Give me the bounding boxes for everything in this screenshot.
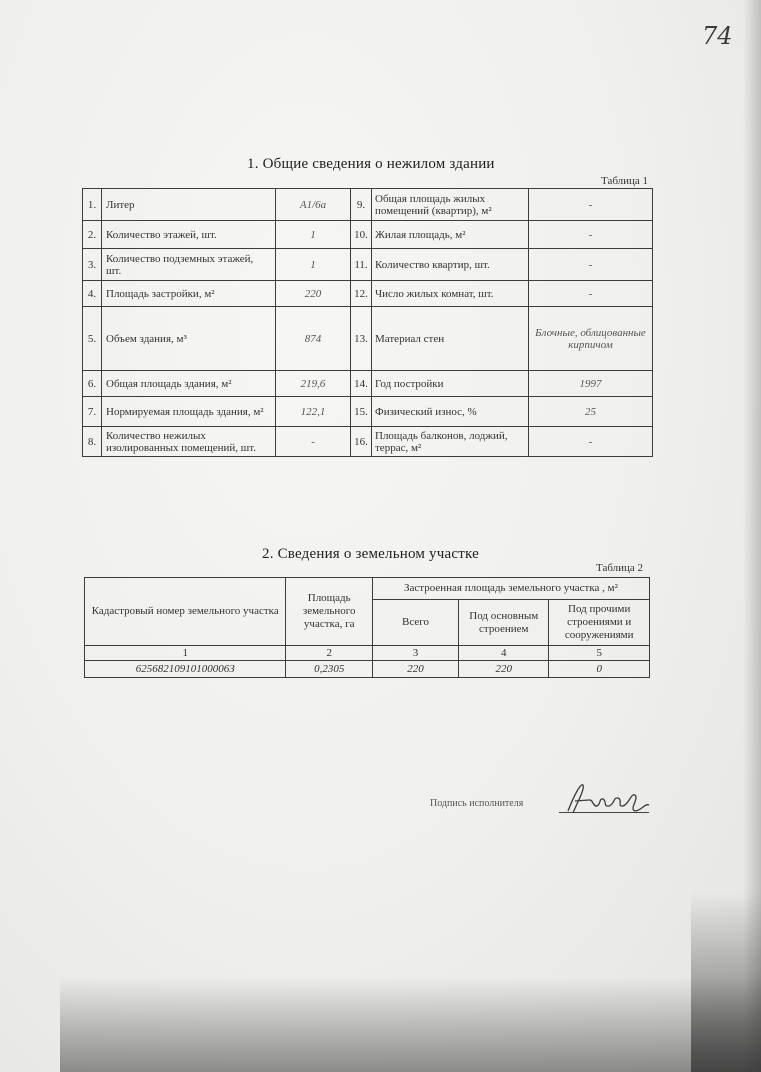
row-number: 2. xyxy=(83,221,102,249)
row-label: Общая площадь здания, м² xyxy=(102,371,276,397)
header-main-building: Под основным строением xyxy=(459,600,549,646)
row-number: 14. xyxy=(351,371,372,397)
header-built-area: Застроенная площадь земельного участка , м² xyxy=(372,578,649,600)
row-number: 6. xyxy=(83,371,102,397)
row-value: 122,1 xyxy=(276,397,351,427)
table-row xyxy=(83,281,653,307)
built-other: 0 xyxy=(549,661,650,678)
signature-label: Подпись исполнителя xyxy=(430,798,524,809)
row-value: 219,6 xyxy=(276,371,351,397)
row-label: Общая площадь жилых помещений (квартир), м² xyxy=(372,189,529,221)
col-number: 2 xyxy=(286,646,373,661)
row-number: 10. xyxy=(351,221,372,249)
table-row xyxy=(83,427,653,457)
cadastral-number: 62568210910100006З xyxy=(85,661,286,678)
row-label: Площадь застройки, м² xyxy=(102,281,276,307)
row-value: 25 xyxy=(529,397,653,427)
row-label: Год постройки xyxy=(372,371,529,397)
scan-corner-shadow xyxy=(691,892,761,1072)
signature-line xyxy=(559,812,649,813)
row-number: 15. xyxy=(351,397,372,427)
header-total: Всего xyxy=(372,600,458,646)
row-value: 874 xyxy=(276,307,351,371)
row-number: 3. xyxy=(83,249,102,281)
row-value: - xyxy=(529,281,653,307)
col-number: 3 xyxy=(372,646,458,661)
row-value: А1/6а xyxy=(276,189,351,221)
row-label: Объем здания, м³ xyxy=(102,307,276,371)
row-label: Количество квартир, шт. xyxy=(372,249,529,281)
row-number: 12. xyxy=(351,281,372,307)
table-row xyxy=(83,189,653,221)
row-label: Количество этажей, шт. xyxy=(102,221,276,249)
scan-bottom-shadow xyxy=(60,977,761,1072)
row-value: 1 xyxy=(276,221,351,249)
row-label: Количество подземных этажей, шт. xyxy=(102,249,276,281)
row-number: 16. xyxy=(351,427,372,457)
row-label: Жилая площадь, м² xyxy=(372,221,529,249)
row-value: - xyxy=(529,249,653,281)
col-number: 4 xyxy=(459,646,549,661)
header-other-buildings: Под прочими строениями и сооружениями xyxy=(549,600,650,646)
row-value: - xyxy=(529,427,653,457)
row-number: 5. xyxy=(83,307,102,371)
building-info-table xyxy=(82,188,653,457)
row-label: Число жилых комнат, шт. xyxy=(372,281,529,307)
row-number: 7. xyxy=(83,397,102,427)
row-number: 13. xyxy=(351,307,372,371)
row-label: Площадь балконов, лоджий, террас, м² xyxy=(372,427,529,457)
built-main: 220 xyxy=(459,661,549,678)
plot-area: 0,2305 xyxy=(286,661,373,678)
row-number: 4. xyxy=(83,281,102,307)
col-number: 5 xyxy=(549,646,650,661)
row-value: - xyxy=(529,189,653,221)
table-row xyxy=(83,371,653,397)
row-value: - xyxy=(529,221,653,249)
row-value: Блочные, облицованные кирпичом xyxy=(529,307,653,371)
handwritten-signature xyxy=(563,773,653,823)
row-label: Количество нежилых изолированных помещений, шт. xyxy=(102,427,276,457)
row-label: Материал стен xyxy=(372,307,529,371)
row-number: 8. xyxy=(83,427,102,457)
table-row xyxy=(83,397,653,427)
row-label: Физический износ, % xyxy=(372,397,529,427)
row-value: 220 xyxy=(276,281,351,307)
row-value: 1 xyxy=(276,249,351,281)
row-value: - xyxy=(276,427,351,457)
table-2-caption: Таблица 2 xyxy=(596,562,644,574)
col-number: 1 xyxy=(85,646,286,661)
row-number: 11. xyxy=(351,249,372,281)
row-label: Литер xyxy=(102,189,276,221)
header-cadastral: Кадастровый номер земельного участка xyxy=(85,578,286,646)
page-number: 74 xyxy=(702,22,733,50)
row-number: 9. xyxy=(351,189,372,221)
table-row xyxy=(83,249,653,281)
section-1-title: 1. Общие сведения о нежилом здании xyxy=(247,156,495,172)
built-total: 220 xyxy=(372,661,458,678)
row-label: Нормируемая площадь здания, м² xyxy=(102,397,276,427)
table-row xyxy=(83,221,653,249)
row-value: 1997 xyxy=(529,371,653,397)
row-number: 1. xyxy=(83,189,102,221)
header-area: Площадь земельного участка, га xyxy=(286,578,373,646)
land-plot-table xyxy=(84,577,650,678)
section-2-title: 2. Сведения о земельном участке xyxy=(262,546,479,562)
table-1-caption: Таблица 1 xyxy=(601,175,649,187)
table-row xyxy=(83,307,653,371)
